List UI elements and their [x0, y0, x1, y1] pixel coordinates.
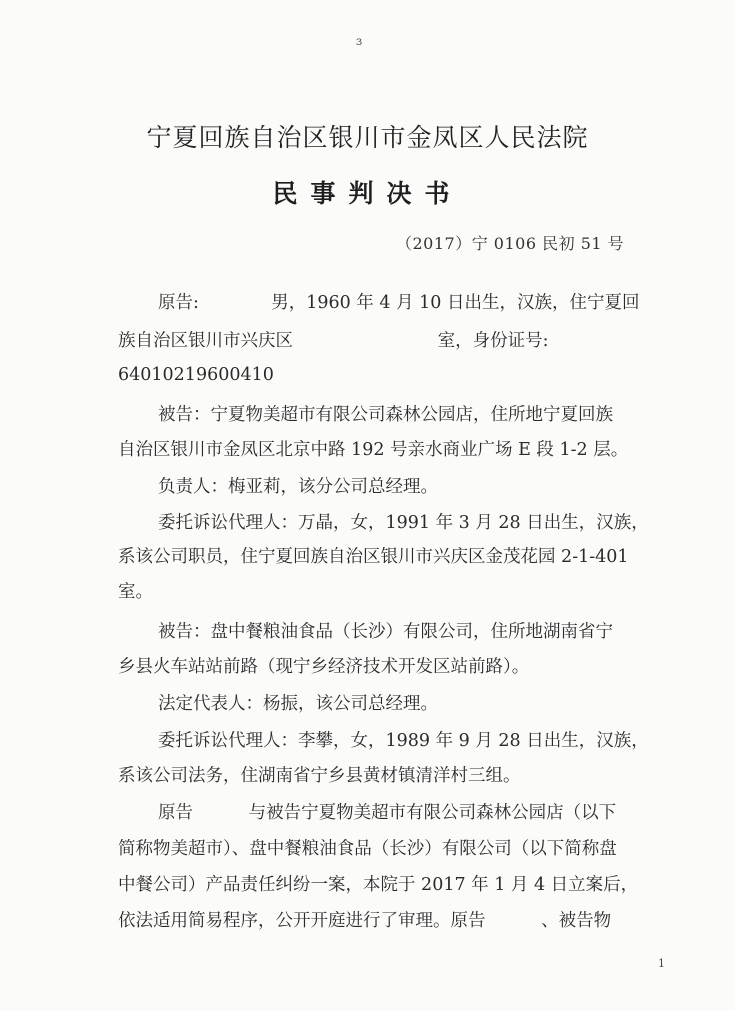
court-name: 宁夏回族自治区银川市金凤区人民法院: [146, 123, 589, 152]
body-line: 被告：宁夏物美超市有限公司森林公园店，住所地宁夏回族: [158, 405, 613, 425]
body-line: 委托诉讼代理人：李攀，女，1989 年 9 月 28 日出生，汉族，: [158, 731, 649, 751]
body-line: 简称物美超市）、盘中餐粮油食品（长沙）有限公司（以下简称盘: [118, 839, 617, 859]
body-line: 原告: 男，1960 年 4 月 10 日出生，汉族，住宁夏回: [158, 293, 640, 313]
body-line: 被告：盘中餐粮油食品（长沙）有限公司，住所地湖南省宁: [158, 622, 613, 642]
body-line: 法定代表人：杨振，该公司总经理。: [158, 694, 438, 714]
scan-mark: ɜ: [356, 34, 363, 48]
body-line: 自治区银川市金凤区北京中路 192 号亲水商业广场 E 段 1-2 层。: [118, 440, 629, 460]
body-line: 系该公司职员，住宁夏回族自治区银川市兴庆区金茂花园 2-1-401: [118, 547, 629, 567]
body-line: 原告 与被告宁夏物美超市有限公司森林公园店（以下: [158, 803, 617, 823]
body-line: 系该公司法务，住湖南省宁乡县黄材镇清洋村三组。: [118, 766, 521, 786]
body-line: 负责人：梅亚莉，该分公司总经理。: [158, 477, 438, 497]
body-line: 64010219600410: [118, 365, 274, 385]
body-line: 依法适用简易程序，公开开庭进行了审理。原告 、被告物: [118, 911, 612, 931]
body-line: 族自治区银川市兴庆区 室，身份证号:: [118, 331, 549, 351]
body-line: 中餐公司）产品责任纠纷一案，本院于 2017 年 1 月 4 日立案后，: [118, 875, 639, 895]
document-type-title: 民事判决书: [272, 179, 463, 208]
page-number: 1: [658, 957, 665, 970]
body-line: 委托诉讼代理人：万晶，女，1991 年 3 月 28 日出生，汉族，: [158, 513, 649, 533]
body-line: 乡县火车站站前路（现宁乡经济技术开发区站前路）。: [118, 657, 530, 677]
case-number: （2017）宁 0106 民初 51 号: [396, 234, 625, 253]
body-line: 室。: [118, 582, 153, 602]
